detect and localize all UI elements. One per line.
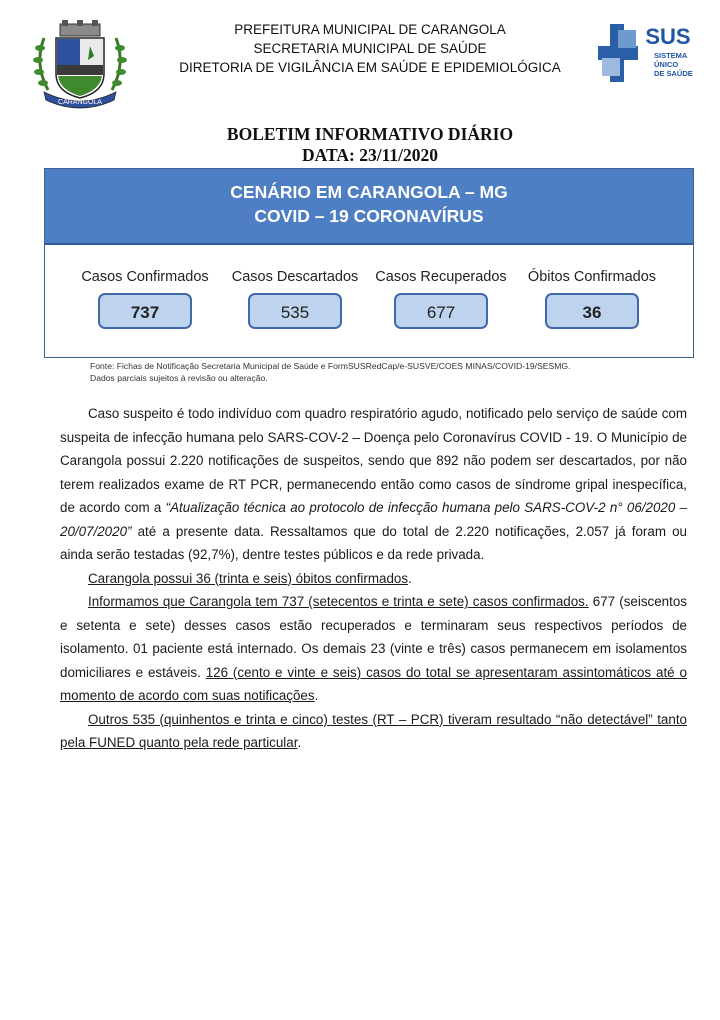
- stat-value: 737: [98, 293, 192, 329]
- paragraph-text: até a presente data. Ressaltamos que do total de 2.220 notificações, 2.057 já foram ou ainda serão testadas (92,7%), dentre testes públicos e da rede privada.: [60, 523, 687, 562]
- protocol-reference: “Atualização técnica ao protocolo de infecção humana pelo SARS-COV-2 n° 06/2020 – 20/07/2020”: [60, 500, 687, 539]
- scenario-heading-location: CENÁRIO EM CARANGOLA – MG: [230, 182, 508, 202]
- stat-recovered-cases: [371, 269, 511, 329]
- scenario-header: [45, 169, 693, 245]
- deaths-statement: Carangola possui 36 (trinta e seis) óbitos confirmados: [88, 570, 409, 586]
- paragraph-punctuation: .: [314, 688, 319, 703]
- sus-logo-sub3: DE SAÚDE: [654, 69, 693, 78]
- stat-label: Casos Confirmados: [81, 269, 209, 285]
- municipal-crest-logo: [30, 18, 130, 110]
- bulletin-date: DATA: 23/11/2020: [302, 145, 438, 165]
- covid-scenario-panel: [44, 168, 694, 358]
- disclaimer-line: Dados parciais sujeitos à revisão ou alteração.: [90, 372, 268, 383]
- header-line-secretaria: SECRETARIA MUNICIPAL DE SAÚDE: [253, 41, 487, 56]
- bulletin-title: [0, 124, 720, 166]
- scenario-heading-disease: COVID – 19 CORONAVÍRUS: [254, 206, 484, 226]
- stat-value: 36: [545, 293, 639, 329]
- crest-ribbon-text: CARANGOLA: [58, 99, 102, 106]
- bulletin-body: [60, 402, 687, 755]
- paragraph-text: 677 (seiscentos e setenta e sete) desses casos estão recuperados e terminaram seus respectivos períodos de isolamento. 01 paciente está internado. Os demais 23 (vinte e três) casos permanecem em isolamentos domiciliares e estáveis.: [60, 594, 687, 680]
- paragraph-punctuation: .: [297, 735, 302, 750]
- paragraph-negative-tests: [60, 708, 687, 755]
- document-header: [150, 20, 590, 77]
- stat-label: Óbitos Confirmados: [527, 269, 657, 285]
- asymptomatic-statement: 126 (cento e vinte e seis) casos do total se apresentaram assintomáticos até o momento de acordo com suas notificações: [60, 664, 687, 703]
- sus-logo-sub1: SISTEMA: [654, 51, 688, 60]
- confirmed-statement: Informamos que Carangola tem 737 (setecentos e trinta e sete) casos confirmados.: [88, 594, 589, 609]
- stat-label: Casos Recuperados: [375, 269, 507, 285]
- paragraph-text: Caso suspeito é todo indivíduo com quadro respiratório agudo, notificado pelo serviço de saúde com suspeita de infecção humana pelo SARS-COV-2 – Doença pelo Coronavírus COVID - 19. O Município de Carangola possui 2.220 notificações de suspeitos, sendo que 892 não podem ser descartados, por não terem realizados exame de RT PCR, permanecendo então como casos de síndrome gripal inespecífica, de acordo com a: [60, 406, 687, 515]
- stat-label: Casos Descartados: [231, 269, 359, 285]
- paragraph-punctuation: .: [408, 570, 412, 586]
- header-line-prefeitura: PREFEITURA MUNICIPAL DE CARANGOLA: [234, 22, 506, 37]
- sus-logo: [598, 20, 698, 86]
- source-note: [90, 361, 690, 384]
- stat-confirmed-cases: [75, 269, 215, 329]
- source-line: Fonte: Fichas de Notificação Secretaria Municipal de Saúde e FormSUSRedCap/e-SUSVE/COES MINAS/COVID-19/SESMG.: [90, 361, 571, 371]
- paragraph-deaths: [60, 567, 687, 591]
- bulletin-title-line: BOLETIM INFORMATIVO DIÁRIO: [226, 124, 514, 144]
- stat-value: 535: [248, 293, 342, 329]
- stat-discarded-cases: [225, 269, 365, 329]
- sus-logo-sub2: ÚNICO: [654, 60, 679, 69]
- stat-confirmed-deaths: [517, 269, 667, 329]
- paragraph-confirmed-cases: [60, 590, 687, 708]
- header-line-diretoria: DIRETORIA DE VIGILÂNCIA EM SAÚDE E EPIDEMIOLÓGICA: [179, 60, 561, 75]
- stat-value: 677: [394, 293, 488, 329]
- negative-tests-statement: Outros 535 (quinhentos e trinta e cinco) testes (RT – PCR) tiveram resultado “não detectável” tanto pela FUNED quanto pela rede particular: [60, 711, 687, 750]
- paragraph-suspect-definition: [60, 402, 687, 567]
- sus-logo-main-text: SUS: [645, 24, 691, 49]
